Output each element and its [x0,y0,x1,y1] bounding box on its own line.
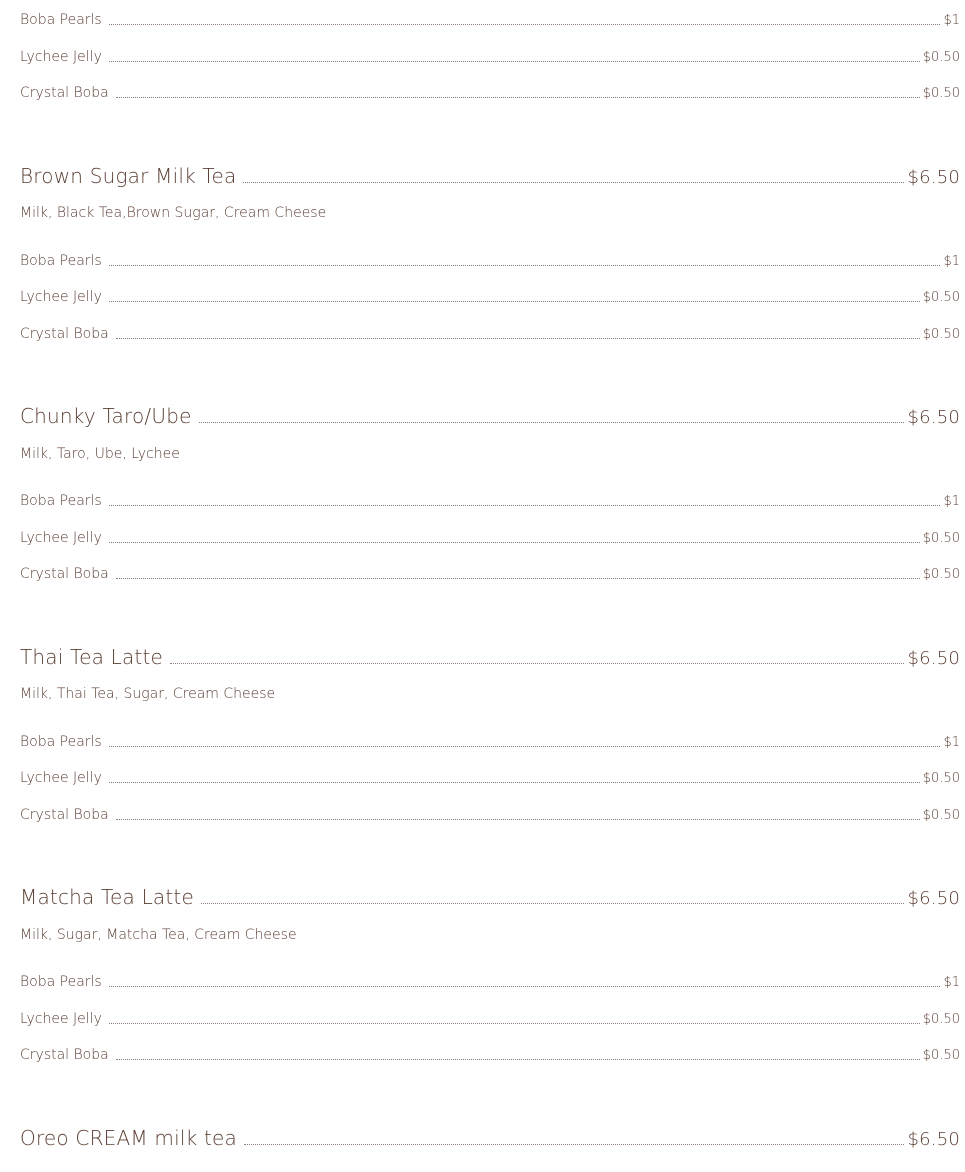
addon-row [20,493,960,509]
menu-item-name: Brown Sugar Milk Tea [20,164,237,188]
menu-item-description: Milk, Sugar, Matcha Tea, Cream Cheese [20,927,297,943]
addon-name: Crystal Boba [20,326,109,342]
menu-item-row [20,404,960,428]
addon-row [20,1047,960,1063]
dot-leader [116,1059,920,1060]
addon-price: $0.50 [922,1012,960,1027]
addon-price: $0.50 [922,808,960,823]
menu-item-row [20,164,960,188]
menu-item-price: $6.50 [907,888,960,909]
menu-item-price: $6.50 [907,648,960,669]
dot-leader [109,301,920,302]
addon-row [20,807,960,823]
dot-leader [109,1023,920,1024]
addon-name: Crystal Boba [20,566,109,582]
dot-leader [116,97,920,98]
addon-price: $0.50 [922,86,960,101]
dot-leader [109,265,941,266]
dot-leader [244,1144,905,1145]
menu-item-row [20,645,960,669]
addon-name: Boba Pearls [20,974,102,990]
addon-row [20,566,960,582]
menu-item-description: Milk, Thai Tea, Sugar, Cream Cheese [20,686,276,702]
dot-leader [201,903,905,904]
addon-name: Lychee Jelly [20,530,102,546]
menu-item-price: $6.50 [907,167,960,188]
dot-leader [109,61,920,62]
addon-row [20,289,960,305]
addon-price: $0.50 [922,771,960,786]
addon-price: $1 [943,254,960,269]
menu-item-name: Oreo CREAM milk tea [20,1126,237,1150]
addon-name: Lychee Jelly [20,289,102,305]
dot-leader [116,338,920,339]
addon-price: $0.50 [922,290,960,305]
addon-name: Boba Pearls [20,493,102,509]
dot-leader [109,746,941,747]
addon-name: Boba Pearls [20,734,102,750]
dot-leader [243,182,904,183]
addon-name: Boba Pearls [20,12,102,28]
addon-row [20,530,960,546]
dot-leader [109,24,941,25]
addon-row [20,85,960,101]
addon-name: Lychee Jelly [20,1011,102,1027]
dot-leader [109,505,941,506]
addon-name: Crystal Boba [20,85,109,101]
addon-price: $1 [943,494,960,509]
menu-item-name: Chunky Taro/Ube [20,404,192,428]
addon-price: $0.50 [922,567,960,582]
addon-price: $0.50 [922,50,960,65]
menu-item-description: Milk, Black Tea,Brown Sugar, Cream Cheese [20,205,327,221]
addon-name: Crystal Boba [20,807,109,823]
addon-row [20,326,960,342]
addon-row [20,734,960,750]
dot-leader [170,663,904,664]
addon-name: Lychee Jelly [20,49,102,65]
dot-leader [199,422,905,423]
addon-row [20,974,960,990]
addon-row [20,1011,960,1027]
dot-leader [116,578,920,579]
dot-leader [116,819,920,820]
addon-row [20,770,960,786]
addon-name: Lychee Jelly [20,770,102,786]
addon-row [20,12,960,28]
addon-name: Boba Pearls [20,253,102,269]
menu-item-row [20,885,960,909]
addon-price: $0.50 [922,327,960,342]
menu-item-row [20,1126,960,1150]
dot-leader [109,782,920,783]
addon-price: $1 [943,13,960,28]
addon-row [20,253,960,269]
addon-name: Crystal Boba [20,1047,109,1063]
menu-item-name: Thai Tea Latte [20,645,163,669]
menu-item-price: $6.50 [907,407,960,428]
dot-leader [109,542,920,543]
addon-price: $0.50 [922,1048,960,1063]
addon-price: $1 [943,735,960,750]
addon-row [20,49,960,65]
menu-item-description: Milk, Taro, Ube, Lychee [20,446,180,462]
dot-leader [109,986,941,987]
addon-price: $1 [943,975,960,990]
menu-item-price: $6.50 [907,1129,960,1150]
addon-price: $0.50 [922,531,960,546]
menu-item-name: Matcha Tea Latte [20,885,194,909]
